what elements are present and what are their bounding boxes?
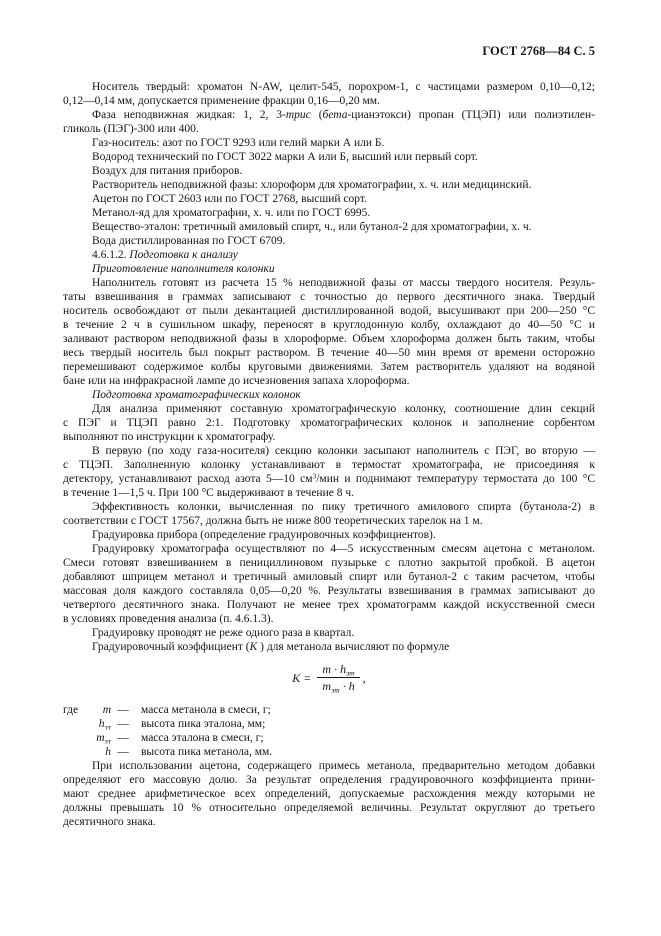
paragraph: [63, 206, 595, 220]
denominator: $m_{эт} \cdot h$: [322, 679, 355, 695]
text-line: мают среднее арифметическое всех определений, допускаемые расхождения между которыми не: [63, 788, 595, 800]
text-line: добавляют шприцем метанол и третичный амиловый спирт или бутанол-2 с таким расчетом, чтобы: [63, 571, 595, 583]
text-line: 4.6.1.2. Подготовка к анализу: [92, 249, 238, 261]
text-line: Вода дистиллированная по ГОСТ 6709.: [92, 235, 286, 247]
text-line: весь твердый носитель был покрыт раствором. В течение 40—50 мин время от времени осторожно: [63, 347, 595, 359]
text-line: Приготовление наполнителя колонки: [92, 263, 275, 275]
definition-text: масса эталона в смеси, г;: [141, 732, 264, 744]
formula-block: [63, 654, 595, 703]
formula-trailing: ,: [362, 670, 366, 685]
definition-dash: —: [117, 732, 129, 744]
text-line: четвертого десятичного знака. Получают не менее трех хроматограмм каждой искусственной смеси: [63, 599, 595, 611]
paragraph: [63, 640, 595, 654]
paragraph: [63, 626, 595, 640]
text-line: бане или на инфракрасной лампе до исчезновения запаха хлороформа.: [63, 375, 410, 387]
text-line: Градуировку проводят не реже одного раза в квартал.: [92, 627, 355, 639]
text-line: Смеси готовят взвешиванием в пенициллиновом пузырьке с плотно закрытой пробкой. В ацетон: [63, 557, 595, 569]
text-line: определяют его массовую долю. За результат определения градуировочного коэффициента прини-: [63, 774, 595, 786]
text-line: Метанол-яд для хроматографии, х. ч. или по ГОСТ 6995.: [92, 207, 371, 219]
text-line: в условиях проведения анализа (п. 4.6.1.3).: [63, 613, 274, 625]
text-line: В первую (по ходу газа-носителя) секцию колонки засыпают наполнитель с ПЭГ, во вторую —: [92, 445, 595, 457]
paragraph: [63, 178, 595, 192]
definition-intro: [63, 745, 89, 759]
document-body: [63, 80, 595, 829]
text-line: детектору, устанавливают расход азота 5—10 $см^3$/мин и поднимают температуру термостата до 100 °С: [63, 471, 595, 485]
text-line: Градуировочный коэффициент (К ) для метанола вычисляют по формуле: [92, 641, 450, 653]
text-line: десятичного знака.: [63, 816, 156, 828]
paragraph: [63, 248, 595, 262]
text-line: с ТЦЭП. Заполненную колонку устанавливают в термостат хроматографа, не присоединяя к: [63, 459, 595, 471]
text-line: с ПЭГ и ТЦЭП равно 2:1. Подготовку хроматографических колонок и заполнение сорбентом: [63, 417, 595, 429]
text-line: Ацетон по ГОСТ 2603 или по ГОСТ 2768, высший сорт.: [92, 193, 367, 205]
paragraph: [63, 108, 595, 136]
paragraph: [63, 759, 595, 829]
equation: [292, 662, 365, 693]
text-line: в течение 2 ч в сушильном шкафу, переносят в круглодонную колбу, охлаждают до 40—50 °С и: [63, 319, 595, 331]
paragraph: [63, 164, 595, 178]
text-line: таты взвешивания в граммах записывают с точностью до первого десятичного знака. Твердый: [63, 291, 595, 303]
paragraph: [63, 402, 595, 444]
definition-intro: [63, 731, 89, 745]
definition-row: [63, 731, 595, 745]
definition-intro: где: [63, 704, 79, 716]
text-line: Эффективность колонки, вычисленная по пику третичного амилового спирта (бутанола-2) в: [92, 501, 595, 513]
text-line: 0,12—0,14 мм, допускается применение фракции 0,16—0,20 мм.: [63, 95, 380, 107]
paragraph: [63, 150, 595, 164]
page-header-ref: ГОСТ 2768—84 С. 5: [482, 44, 595, 58]
paragraph: [63, 80, 595, 108]
paragraph: [63, 444, 595, 500]
definition-text: масса метанола в смеси, г;: [141, 704, 271, 716]
definition-text: высота пика эталона, мм;: [141, 718, 266, 730]
paragraph: [63, 542, 595, 626]
paragraph: [63, 500, 595, 528]
definition-row: [63, 745, 595, 759]
definition-dash: —: [117, 718, 129, 730]
paragraph: [63, 262, 595, 276]
formula-lhs: K =: [292, 670, 312, 685]
paragraph: [63, 220, 595, 234]
text-line: Газ-носитель: азот по ГОСТ 9293 или гелий марки А или Б.: [92, 137, 385, 149]
paragraph: [63, 388, 595, 402]
text-line: гликоль (ПЭГ)-300 или 400.: [63, 123, 199, 135]
paragraph: [63, 136, 595, 150]
paragraph: [63, 528, 595, 542]
text-line: выполняют по инструкции к хроматографу.: [63, 431, 276, 443]
text-line: Для анализа применяют составную хроматографическую колонку, соотношение длин секций: [92, 403, 595, 415]
definition-symbol: m: [102, 704, 111, 716]
text-line: носитель освобождают от пыли декантацией дистиллированной водой, высушивают при 200—250 °С: [63, 305, 595, 317]
text-line: Градуировка прибора (определение градуировочных коэффициентов).: [92, 529, 436, 541]
definition-dash: —: [117, 746, 129, 758]
definition-symbol: h: [105, 746, 111, 758]
paragraph: [63, 192, 595, 206]
definition-row: [63, 717, 595, 731]
numerator: $m \cdot h_{эт}$: [317, 662, 359, 678]
text-line: Растворитель неподвижной фазы: хлороформ для хроматографии, х. ч. или медицинский.: [92, 179, 532, 191]
definition-text: высота пика метанола, мм.: [141, 746, 273, 758]
definition-intro: [63, 717, 89, 731]
text-line: Водород технический по ГОСТ 3022 марки А или Б, высший или первый сорт.: [92, 151, 478, 163]
text-line: При использовании ацетона, содержащего примесь метанола, предварительно методом добавки: [92, 760, 595, 772]
text-line: массовая доля каждого составляла 0,05—0,20 %. Результаты взвешивания в граммах записывают до: [63, 585, 595, 597]
paragraph: [63, 276, 595, 388]
text-line: Носитель твердый: хроматон N-AW, целит-545, порохром-1, с частицами размером 0,10—0,12;: [92, 81, 595, 93]
text-line: Наполнитель готовят из расчета 15 % неподвижной фазы от массы твердого носителя. Резуль-: [92, 277, 595, 289]
paragraph: [63, 234, 595, 248]
text-line: Воздух для питания приборов.: [92, 165, 243, 177]
text-line: должны превышать 10 % относительно определяемой величины. Результат округляют до третьего: [63, 802, 595, 814]
text-line: заливают раствором неподвижной фазы в хлороформе. Объем хлороформа должен быть таким, чтобы: [63, 333, 595, 345]
fraction: [317, 662, 359, 693]
text-line: Фаза неподвижная жидкая: 1, 2, 3-трис (бета-цианэтокси) пропан (ТЦЭП) или полиэтилен-: [92, 109, 595, 121]
definition-dash: —: [117, 704, 129, 716]
definition-symbol: $h_{эт}$: [98, 718, 111, 732]
text-line: в течение 1—1,5 ч. При 100 °С выдерживают в течение 8 ч.: [63, 487, 355, 499]
text-line: перемешивают содержимое колбы круговыми движениями. Затем растворитель удаляют на водяной: [63, 361, 595, 373]
definition-symbol: $m_{эт}$: [96, 732, 111, 746]
definition-row: [63, 703, 595, 717]
text-line: Градуировку хроматографа осуществляют по 4—5 искусственным смесям ацетона с метанолом.: [92, 543, 595, 555]
text-line: соответствии с ГОСТ 17567, должна быть не ниже 800 теоретических тарелок на 1 м.: [63, 515, 483, 527]
text-line: Вещество-эталон: третичный амиловый спирт, ч., или бутанол-2 для хроматографии, х. ч.: [92, 221, 532, 233]
text-line: Подготовка хроматографических колонок: [92, 389, 301, 401]
